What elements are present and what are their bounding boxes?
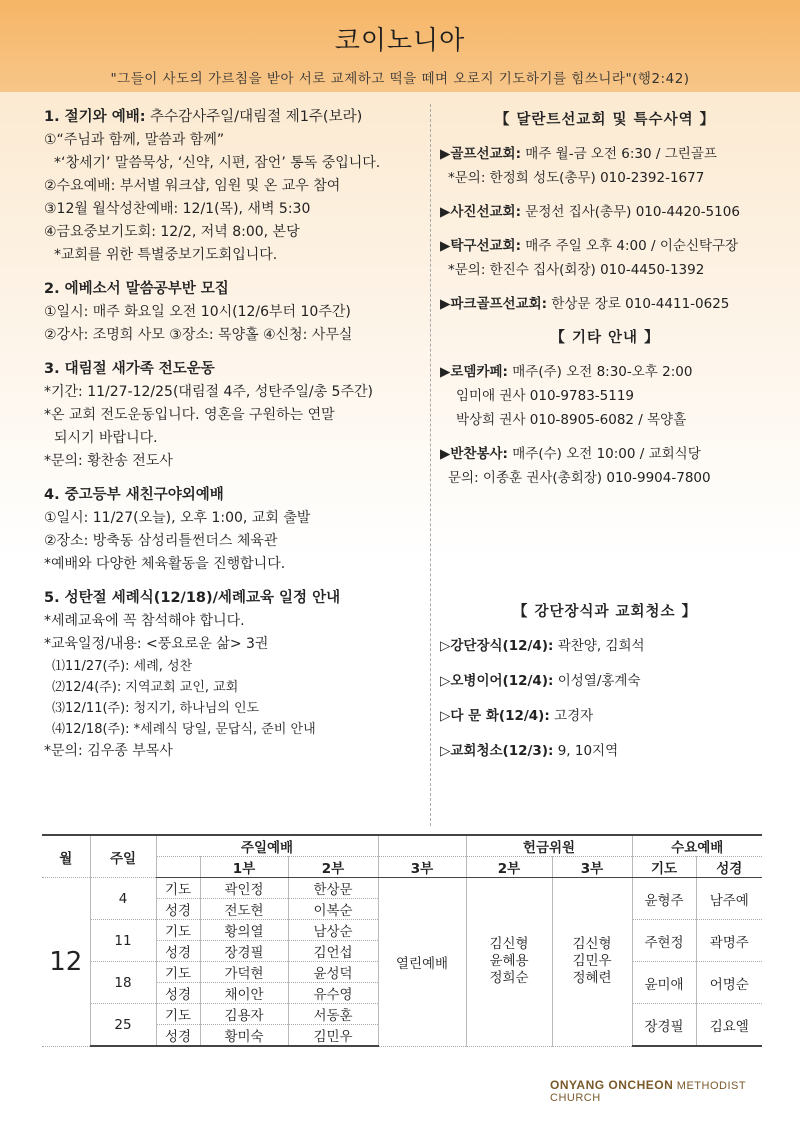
section-1-line: ③12월 월삭성찬예배: 12/1(목), 새벽 5:30 — [44, 201, 311, 217]
duty-item: ▷다 문 화(12/4): 고경자 — [440, 708, 594, 724]
section-3 — [44, 358, 424, 473]
other-info-title: 【 기타 안내 】 — [550, 330, 660, 346]
section-3-line: 되시기 바랍니다. — [54, 430, 158, 446]
ministries-title: 【 달란트선교회 및 특수사역 】 — [494, 112, 716, 128]
week-cell: 18 — [90, 962, 156, 1004]
week-cell: 25 — [90, 1004, 156, 1047]
section-4-line: *예배와 다양한 체육활동을 진행합니다. — [44, 556, 286, 572]
third-service-cell: 열린예배 — [378, 878, 466, 1047]
column-divider — [430, 104, 431, 826]
church-name-footer: ONYANG ONCHEON METHODIST CHURCH — [550, 1078, 746, 1104]
section-2-title: 2. 에베소서 말씀공부반 모집 — [44, 281, 229, 297]
photo-ministry: ▶사진선교회: 문정선 집사(총무) 010-4420-5106 — [440, 204, 740, 220]
section-4 — [44, 484, 424, 576]
table-row: 성경 전도현 이복순 — [42, 899, 762, 920]
section-5 — [44, 587, 424, 763]
wednesday-header: 수요예배 — [632, 835, 762, 857]
schedule-item: ⑵12/4(주): 지역교회 교인, 교회 — [52, 680, 239, 695]
section-3-line: *문의: 황찬송 전도사 — [44, 453, 173, 469]
offering-3bu-cell: 김신형 김민우 정혜련 — [552, 878, 632, 1047]
week-header: 주일 — [90, 835, 156, 878]
header — [0, 0, 800, 92]
cafe-info: ▶로뎀카페: 매주(주) 오전 8:30-오후 2:00 임미애 권사 010-9783-5119 박상희 권사 010-8905-6082 / 목양홀 — [440, 364, 693, 428]
schedule-item: ⑶12/11(주): 청지기, 하나님의 인도 — [52, 701, 260, 716]
section-5-title: 5. 성탄절 세례식(12/18)/세례교육 일정 안내 — [44, 590, 341, 606]
col-1bu: 1부 — [200, 857, 288, 878]
ministries-column — [440, 106, 770, 500]
section-4-line: ②장소: 방축동 삼성리틀썬더스 체육관 — [44, 533, 278, 549]
section-5-line: *세례교육에 꼭 참석해야 합니다. — [44, 613, 245, 629]
col-offering-3bu: 3부 — [552, 857, 632, 878]
table-tennis-ministry: ▶탁구선교회: 매주 주일 오후 4:00 / 이순신탁구장 *문의: 한진수 집사(회장) 010-4450-1392 — [440, 238, 739, 278]
duty-item: ▷교회청소(12/3): 9, 10지역 — [440, 743, 619, 759]
section-5-contact: *문의: 김우종 부목사 — [44, 743, 173, 759]
altar-cleaning-title: 【 강단장식과 교회청소 】 — [512, 604, 698, 620]
section-1 — [44, 106, 424, 267]
table-row: 11 기도 황의열 남상순 주현정 곽명주 — [42, 920, 762, 941]
section-3-line: *기간: 11/27-12/25(대림절 4주, 성탄주일/총 5주간) — [44, 384, 373, 400]
col-prayer: 기도 — [632, 857, 696, 878]
schedule-item: ⑷12/18(주): *세례식 당일, 문답식, 준비 안내 — [52, 722, 316, 737]
page-title: 코이노니아 — [334, 26, 466, 56]
table-row: 성경 채이안 유수영 — [42, 983, 762, 1004]
week-cell: 11 — [90, 920, 156, 962]
section-1-line: ②수요예배: 부서별 워크샵, 임원 및 온 교우 참여 — [44, 178, 341, 194]
announcements-column — [44, 106, 424, 774]
section-1-line: ④금요중보기도회: 12/2, 저녁 8:00, 본당 — [44, 224, 300, 240]
table-row: 18 기도 가덕현 윤성덕 윤미애 어명순 — [42, 962, 762, 983]
service-schedule-table — [42, 834, 762, 1047]
table-row: 12 4 기도 곽인정 한상문 열린예배 김신형 윤혜용 정희순 김신형 김민우 정혜련 윤형주 남주예 — [42, 878, 762, 899]
offering-header: 헌금위원 — [466, 835, 632, 857]
section-1-subtitle: 추수감사주일/대림절 제1주(보라) — [145, 109, 363, 125]
section-1-line: ①“주님과 함께, 말씀과 함께” — [44, 132, 225, 148]
section-4-title: 4. 중고등부 새친구야외예배 — [44, 487, 224, 503]
schedule-item: ⑴11/27(주): 세례, 성찬 — [52, 659, 193, 674]
header-verse: "그들이 사도의 가르침을 받아 서로 교제하고 떡을 떼며 오로지 기도하기를 힘쓰니라"(행2:42) — [110, 71, 690, 87]
section-2 — [44, 278, 424, 347]
week-cell: 4 — [90, 878, 156, 920]
offering-2bu-cell: 김신형 윤혜용 정희순 — [466, 878, 552, 1047]
duty-item: ▷오병이어(12/4): 이성열/홍계숙 — [440, 673, 641, 689]
section-3-line: *온 교회 전도운동입니다. 영혼을 구원하는 연말 — [44, 407, 335, 423]
month-header: 월 — [42, 835, 90, 878]
park-golf-ministry: ▶파크골프선교회: 한상문 장로 010-4411-0625 — [440, 296, 730, 312]
section-2-line: ①일시: 매주 화요일 오전 10시(12/6부터 10주간) — [44, 304, 351, 320]
duty-item: ▷강단장식(12/4): 곽찬양, 김희석 — [440, 638, 645, 654]
section-1-line: *‘창세기’ 말씀묵상, ‘신약, 시편, 잠언’ 통독 중입니다. — [54, 155, 381, 171]
altar-cleaning-section — [440, 598, 770, 774]
sunday-service-header: 주일예배 — [156, 835, 378, 857]
table-row: 25 기도 김용자 서동훈 장경필 김요엘 — [42, 1004, 762, 1025]
col-2bu: 2부 — [288, 857, 378, 878]
table-row: 성경 장경필 김언섭 — [42, 941, 762, 962]
table-row: 성경 황미숙 김민우 — [42, 1025, 762, 1047]
col-offering-2bu: 2부 — [466, 857, 552, 878]
col-3bu: 3부 — [378, 857, 466, 878]
section-5-line: *교육일정/내용: <풍요로운 삶> 3권 — [44, 636, 269, 652]
col-scripture: 성경 — [696, 857, 762, 878]
section-1-title: 1. 절기와 예배: — [44, 109, 146, 125]
section-4-line: ①일시: 11/27(오늘), 오후 1:00, 교회 출발 — [44, 510, 311, 526]
meal-service-info: ▶반찬봉사: 매주(수) 오전 10:00 / 교회식당 문의: 이종훈 권사(총회장) 010-9904-7800 — [440, 446, 711, 486]
section-2-line: ②강사: 조명희 사모 ③장소: 목양홀 ④신청: 사무실 — [44, 327, 353, 343]
month-cell: 12 — [42, 878, 90, 1047]
section-1-line: *교회를 위한 특별중보기도회입니다. — [54, 247, 278, 263]
golf-ministry: ▶골프선교회: 매주 월-금 오전 6:30 / 그린골프 *문의: 한정희 성도(총무) 010-2392-1677 — [440, 146, 717, 186]
section-3-title: 3. 대림절 새가족 전도운동 — [44, 361, 215, 377]
